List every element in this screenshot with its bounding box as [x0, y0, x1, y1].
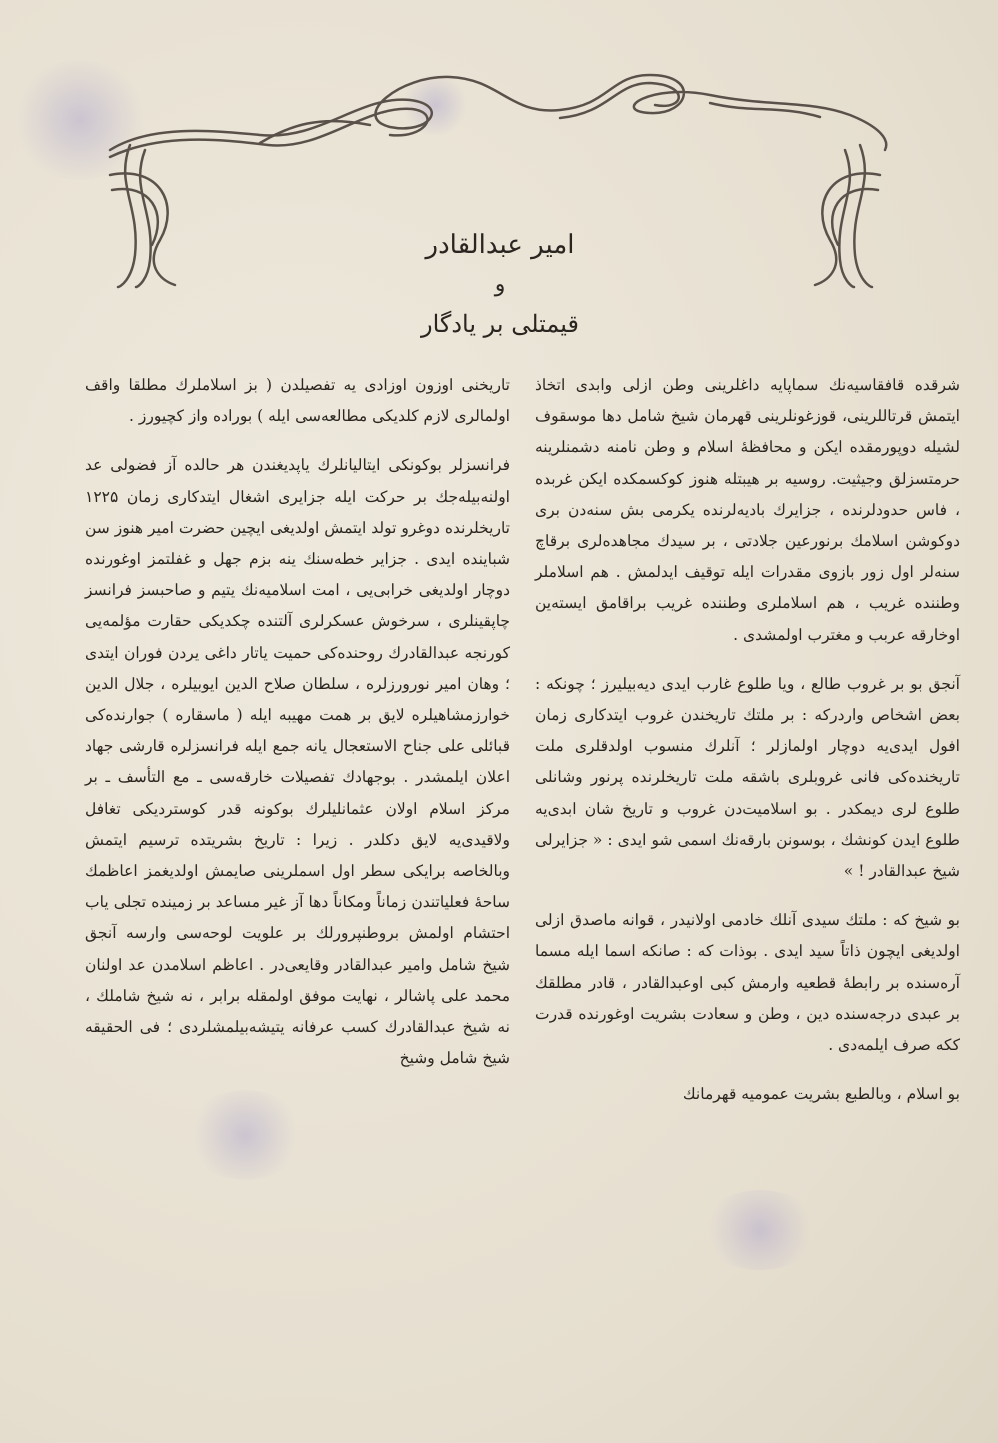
paragraph: بو اسلام ، وبالطبع بشریت عمومیه قهرمانك	[682, 1085, 960, 1104]
paragraph: فرانسزلر بوکونکی ایتالیانلرك یاپدیغندن هر حالده آز فضولی عد اولنه‌بیله‌جك بر حرکت ایله جزایری اشغال ایتدکاری زمان ۱۲۲۵ تاریخلرنده دوغرو تولد ایتمش اولدیغی ایچین حضرت امیر هنوز سن شباینده ایدی . جزایر خطه‌سنك ینه بزم جهل و غفلتمز اوغورنده دوچار اولدیغی خرابی‌یی ، امت اسلامیه‌نك یتیم و صاحبسز فرانسز چاپقینلری ، سرخوش عسکرلری آلتنده چکدیکی حقارت مؤلمه‌یی کورنجه عبدالقادرك روحنده‌کی حمیت یاتار داغی یردن فوران ایتدی ؛ وهان امیر نورورزلره ، سلطان صلاح الدین ایوبیلره ، جلال الدین خوارزمشاهیلره لایق بر همت مهیبه ایله ( ماسقاره ) جوارنده‌کی قبائلی علی جناح الاستعجال یانه جمع ایله فرانسزلره قارشی جهاد اعلان ایلمشدر . بوجهادك تفصیلات خارقه‌سی ـ مع التأسف ـ بر مرکز اسلام اولان عثمانلیلرك بوکونه قدر کوستردیکی تغافل ولاقیدی‌یه لایق دکلدر . زیرا : تاریخ بشریتده ترسیم ایتمش وبالخاصه برایکی سطر اول اسملرینی صایمش اولدیغمز اعاظمك ساحهٔ فعلیاتندن زماناً ومکاناً دها آز غیر مساعد بر زمینده تجلی یاب احتشام اولمش بروطنپرورلك بر علویت لوحه‌سی وارسه آنجق شیخ شامل وامیر عبدالقادر وقایعی‌در . اعاظم اسلامدن عد اولنان محمد علی پاشالر ، نهایت موفق اولمقله برابر ، نه شیخ شاملك ، نه شیخ عبدالقادرك کسب عرفانه یتیشه‌بیلمشلردی ؛ فی الحقیقه شیخ شامل وشیخ	[85, 456, 510, 1068]
paragraph: آنجق بو بر غروب طالع ، ویا طلوع غارب ایدی دیه‌بیلیرز ؛ چونکه : بعض اشخاص واردرکه : بر ملتك تاریخندن غروب ایتدکاری زمان افول ایدی‌یه دوچار اولمازلر ؛ آنلرك منسوب اولدقلری ملت تاریخنده‌کی فانی غروبلری باشقه ملت تاریخلرنده پرنور وشانلی طلوع لری دیمکدر . بو اسلامیت‌دن غروب و تاریخ شان ابدی‌یه طلوع ایدن کونشك ، بوسونن بارقه‌نك اسمی شو ایدی : « جزایرلی شیخ عبدالقادر ! »	[535, 674, 960, 881]
paragraph: شرقده قافقاسیه‌نك سماپایه داغلرینی وطن ازلی وابدی اتخاذ ایتمش قرتاللرینی، قوزغونلرینی قهرمان شیخ شامل دها موسقوف لشیله دوپورمقده ایکن و محافظهٔ اسلام و وطن نامنه دشمنلرینه حرمتسزلق وجیثیت. روسیه بر هیبتله هنوز کوکسمکده ایکن غربده ، فاس حدودلرنده ، جزایرك بادیه‌لرنده یکرمی بش سنه‌دن بری دوکوشن اسلامك برنورعین جلادتی ، بر سیدك مجاهده‌لری برقاچ سنه‌لر اول زور بازوی مقدرات ایله توقیف ایدلمش . هم اسلاملر وطننده غریب ، هم اسلاملری وطننده غریب براقامق ایسته‌ین اوخارقه عربب و مغترب اولمشدی .	[535, 376, 960, 644]
text-column-left	[85, 370, 510, 1092]
text-column-right	[535, 370, 960, 1128]
paragraph: تاریخنی اوزون اوزادی یه تفصیلدن ( بز اسلاملرك مطلقا واقف اولمالری لازم کلدیکی مطالعه‌سی ایله ) بوراده واز کچیورز .	[85, 376, 510, 426]
article-title: امیر عبدالقادر	[425, 230, 575, 260]
article-subtitle: قیمتلی بر یادگار	[421, 310, 579, 338]
art-nouveau-ornament-icon	[90, 55, 900, 300]
title-conjunction: و	[494, 272, 506, 297]
paragraph: بو شیخ که : ملتك سیدی آنلك خادمی اولانیدر ، قوانه ماصدق ازلی اولدیغی ایچون ذاتاً سید ایدی . بوذات که : صانکه اسما ایله مسما آره‌سنده بر رابطهٔ قطعیه وارمش کبی اوعبدالقادر ، قادر مطلقك بر عبدی درجه‌سنده دین ، وطن و سعادت بشریت اوغورنده قدرت ککه صرف ایلمه‌دی .	[535, 911, 960, 1055]
ink-stain	[185, 1090, 305, 1180]
ink-stain	[700, 1190, 820, 1270]
